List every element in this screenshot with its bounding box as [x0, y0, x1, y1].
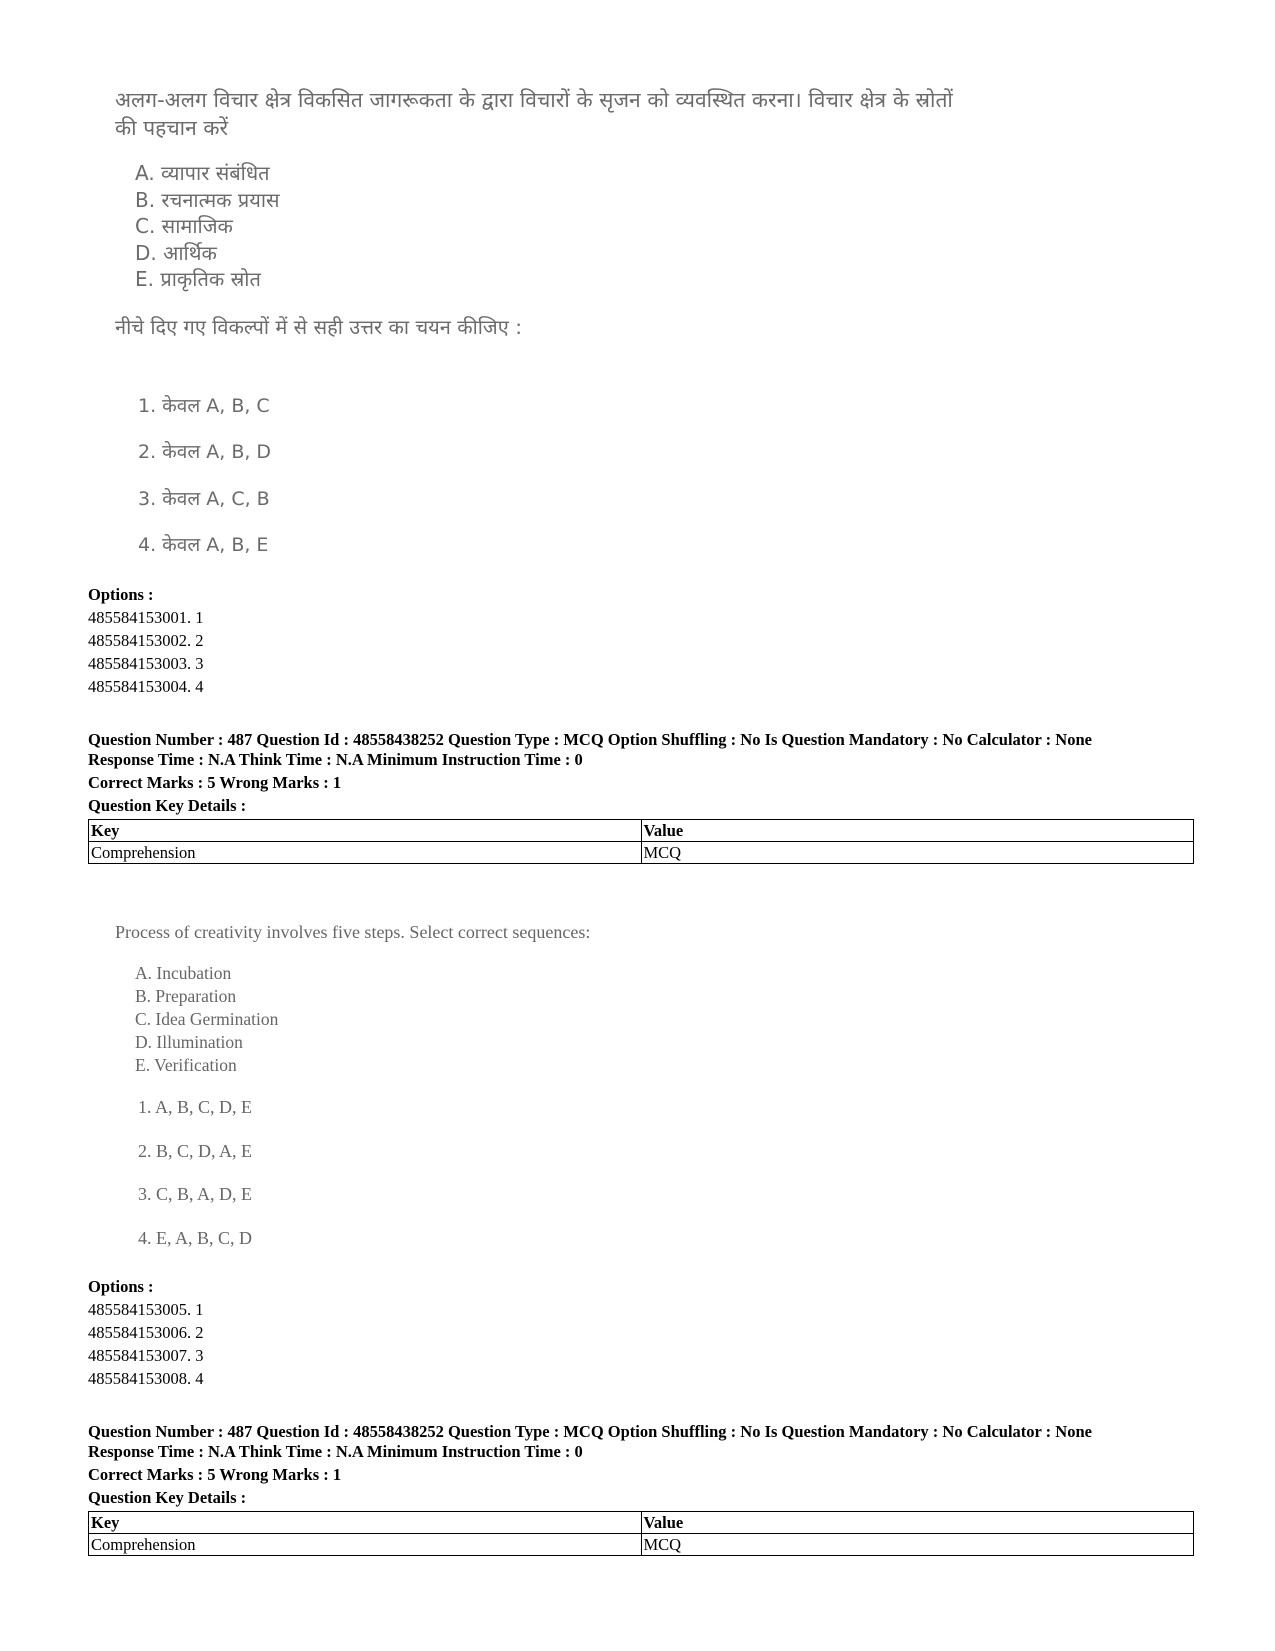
marks-line: Correct Marks : 5 Wrong Marks : 1	[88, 773, 342, 792]
question-1-choice-3: 3. केवल A, C, B	[138, 488, 270, 510]
option-line: 485584153006. 2	[88, 1323, 204, 1342]
key-details-table	[88, 1511, 1194, 1556]
key-details-table	[88, 819, 1194, 864]
list-item: E. Verification	[135, 1055, 237, 1075]
list-item: A. व्यापार संबंधित	[135, 161, 270, 185]
question-meta-line-2: Response Time : N.A Think Time : N.A Minimum Instruction Time : 0	[88, 1442, 583, 1461]
list-item: C. सामाजिक	[135, 214, 233, 238]
table-header-key: Key	[89, 1512, 642, 1534]
list-item: D. Illumination	[135, 1032, 243, 1052]
option-line: 485584153002. 2	[88, 631, 204, 650]
question-meta-line-2: Response Time : N.A Think Time : N.A Minimum Instruction Time : 0	[88, 750, 583, 769]
question-1-choice-4: 4. केवल A, B, E	[138, 534, 269, 556]
question-1-instruction: नीचे दिए गए विकल्पों में से सही उत्तर का चयन कीजिए :	[115, 315, 522, 339]
option-line: 485584153005. 1	[88, 1300, 204, 1319]
list-item: A. Incubation	[135, 963, 232, 983]
option-line: 485584153001. 1	[88, 608, 204, 627]
option-line: 485584153003. 3	[88, 654, 204, 673]
table-header-value: Value	[641, 1512, 1194, 1534]
table-header-value: Value	[641, 820, 1194, 842]
key-details-label: Question Key Details :	[88, 796, 247, 815]
options-label: Options :	[88, 585, 154, 604]
question-1-stem: अलग-अलग विचार क्षेत्र विकसित जागरूकता के द्वारा विचारों के सृजन को व्यवस्थित करना। विचार क्षेत्र के स्रोतों की पहचान करें	[115, 88, 953, 140]
table-cell-key: Comprehension	[89, 842, 642, 864]
list-item: B. Preparation	[135, 986, 237, 1006]
option-line: 485584153007. 3	[88, 1346, 204, 1365]
question-2-choice-3: 3. C, B, A, D, E	[138, 1184, 253, 1204]
list-item: B. रचनात्मक प्रयास	[135, 187, 280, 212]
options-label: Options :	[88, 1277, 154, 1296]
question-2-stem: Process of creativity involves five steps. Select correct sequences:	[115, 922, 591, 942]
question-2-choice-1: 1. A, B, C, D, E	[138, 1097, 253, 1117]
table-header-row	[89, 820, 1194, 842]
list-item: D. आर्थिक	[135, 240, 217, 265]
question-1-choice-2: 2. केवल A, B, D	[138, 441, 272, 463]
question-1-items	[135, 160, 280, 293]
question-meta-line-1: Question Number : 487 Question Id : 48558438252 Question Type : MCQ Option Shuffling : No Is Question Mandatory : No Calculator : None	[88, 1422, 1092, 1441]
table-row	[89, 842, 1194, 864]
option-line: 485584153008. 4	[88, 1369, 204, 1388]
list-item: E. प्राकृतिक स्रोत	[135, 267, 261, 291]
table-header-row	[89, 1512, 1194, 1534]
key-details-label: Question Key Details :	[88, 1488, 247, 1507]
option-line: 485584153004. 4	[88, 677, 204, 696]
question-2-choice-2: 2. B, C, D, A, E	[138, 1141, 253, 1161]
question-1-choice-1: 1. केवल A, B, C	[138, 395, 270, 417]
list-item: C. Idea Germination	[135, 1009, 279, 1029]
table-row	[89, 1534, 1194, 1556]
table-header-key: Key	[89, 820, 642, 842]
table-cell-value: MCQ	[641, 1534, 1194, 1556]
marks-line: Correct Marks : 5 Wrong Marks : 1	[88, 1465, 342, 1484]
table-cell-value: MCQ	[641, 842, 1194, 864]
question-meta-line-1: Question Number : 487 Question Id : 48558438252 Question Type : MCQ Option Shuffling : No Is Question Mandatory : No Calculator : None	[88, 730, 1092, 749]
question-2-items	[135, 962, 278, 1077]
table-cell-key: Comprehension	[89, 1534, 642, 1556]
question-2-choice-4: 4. E, A, B, C, D	[138, 1228, 253, 1248]
